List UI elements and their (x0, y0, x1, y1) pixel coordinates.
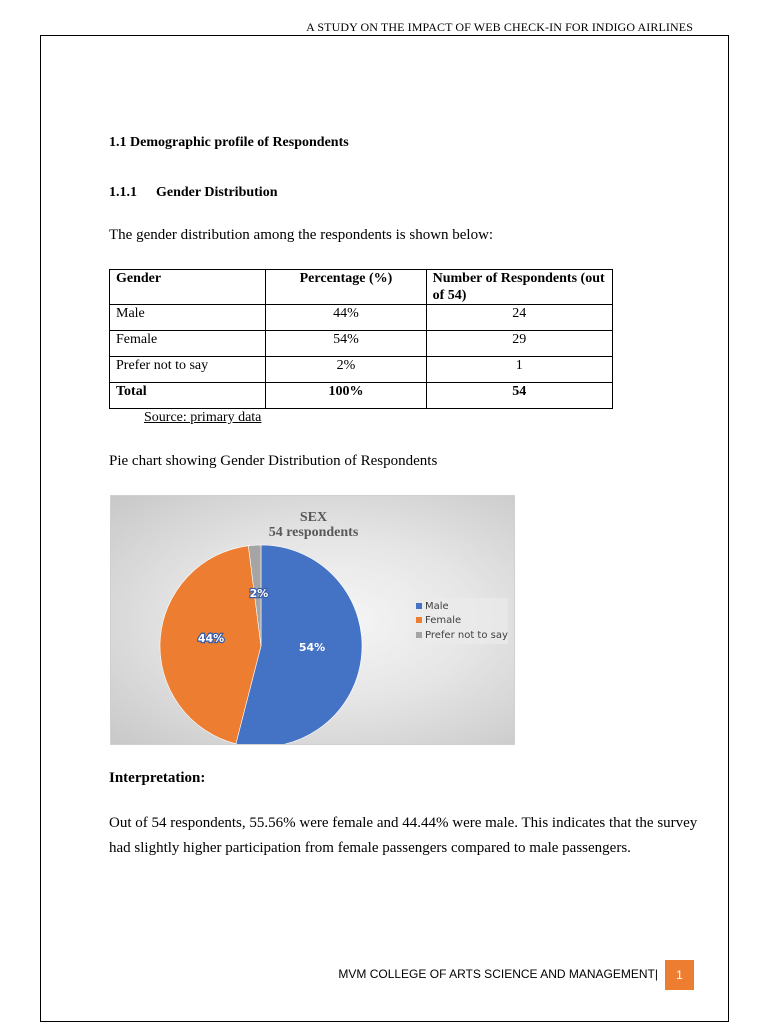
table-cell: Male (110, 305, 266, 331)
chart-legend (411, 598, 508, 644)
legend-swatch (416, 603, 422, 609)
legend-swatch (416, 632, 422, 638)
legend-item-male (416, 600, 449, 614)
legend-swatch (416, 617, 422, 623)
legend-item-female (416, 614, 461, 628)
interpretation-heading: Interpretation: (109, 770, 206, 786)
table-cell: Prefer not to say (110, 357, 266, 383)
table-cell: 54% (266, 331, 426, 357)
table-row (110, 357, 613, 383)
column-header-respondents: Number of Respondents (out of 54) (426, 270, 612, 305)
column-header-gender: Gender (110, 270, 266, 305)
legend-item-prefer-not (416, 629, 508, 643)
interpretation-text: Out of 54 respondents, 55.56% were female and 44.44% were male. This indicates that the survey had slightly higher participation from female passengers compared to male passengers. (109, 815, 698, 856)
table-cell: 54 (426, 383, 612, 409)
table-row (110, 305, 613, 331)
section-heading: 1.1 Demographic profile of Respondents (109, 135, 349, 150)
chart-subtitle: 54 respondents (268, 525, 359, 540)
table-cell: 24 (426, 305, 612, 331)
column-header-percentage: Percentage (%) (266, 270, 426, 305)
table-total-row (110, 383, 613, 409)
subsection-number: 1.1.1 (109, 185, 137, 200)
table-header-row (110, 270, 613, 305)
table-cell: 44% (266, 305, 426, 331)
table-source: Source: primary data (144, 410, 262, 425)
pie-chart (110, 495, 515, 745)
data-label-male: 54% (298, 641, 326, 654)
running-header: A STUDY ON THE IMPACT OF WEB CHECK-IN FOR INDIGO AIRLINES (306, 20, 693, 34)
table-cell: Female (110, 331, 266, 357)
table-cell: 29 (426, 331, 612, 357)
table-row (110, 331, 613, 357)
table-cell: Total (110, 383, 266, 409)
page-number: 1 (665, 960, 694, 990)
subsection-heading (109, 185, 277, 201)
table-cell: 1 (426, 357, 612, 383)
intro-paragraph: The gender distribution among the respondents is shown below: (109, 227, 494, 243)
legend-label: Female (425, 615, 462, 626)
data-label-prefer-not: 2% (249, 587, 269, 600)
legend-label: Prefer not to say (425, 630, 508, 641)
table-cell: 100% (266, 383, 426, 409)
chart-caption: Pie chart showing Gender Distribution of Respondents (109, 453, 438, 469)
chart-title: SEX (299, 510, 328, 525)
legend-label: Male (425, 601, 449, 612)
footer-institution: MVM COLLEGE OF ARTS SCIENCE AND MANAGEMENT| (338, 967, 658, 981)
table-cell: 2% (266, 357, 426, 383)
subsection-title: Gender Distribution (156, 185, 278, 200)
data-label-female: 44% (197, 632, 225, 645)
gender-table (109, 269, 613, 409)
